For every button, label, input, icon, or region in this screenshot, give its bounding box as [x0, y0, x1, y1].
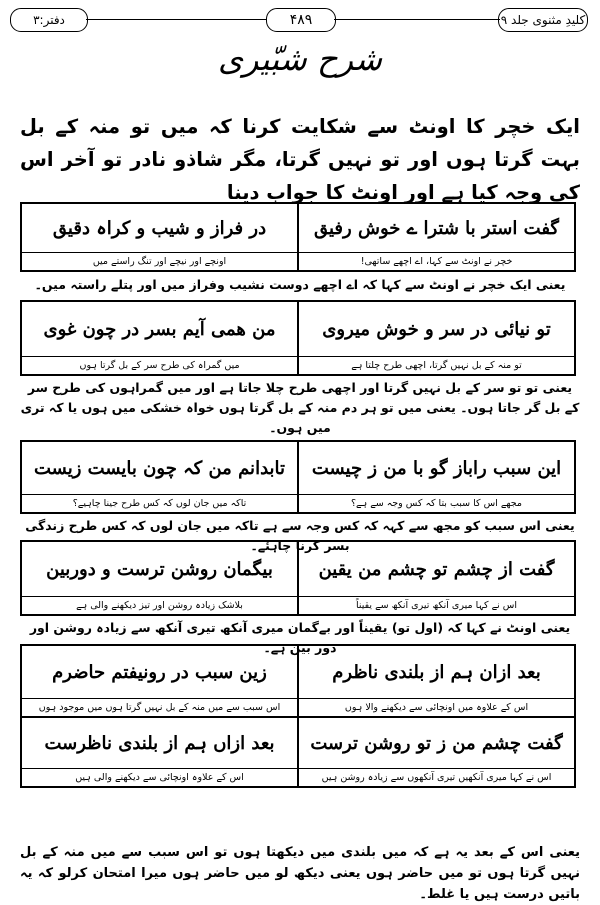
verse-2-left [22, 302, 297, 374]
verse-3-left-text: تابدانم من کہ چون بایست زیست [33, 457, 286, 479]
verse-5a-right-gloss: اس کے علاوہ میں اونچائی سے دیکھنے والا ہوں [299, 698, 574, 716]
verse-5-row-2 [22, 718, 574, 786]
verse-5a-left [22, 646, 297, 716]
verse-4-explanation: یعنی اونٹ نے کہا کہ (اول تو) یقیناً اور بےگمان میری آنکھ تیری آنکھ سے زیادہ روشن اور دور بین ہے۔ [29, 620, 571, 655]
verse-5b-right-text: گفت چشم من ز تو روشن ترست [310, 732, 563, 754]
intro-heading: ایک خچر کا اونٹ سے شکایت کرنا کہ میں تو منہ کے بل بہت گرتا ہوں اور تو نہیں گرتا، مگر شاذو نادر تو آخر اس کی وجہ کیا ہے اور اونٹ کا جواب دینا [20, 115, 580, 204]
verse-box-1 [20, 202, 576, 272]
verse-1-explanation: یعنی ایک خچر نے اونٹ سے کہا کہ اے اچھے دوست نشیب وفراز میں اور پتلے راستہ میں۔ [34, 277, 566, 292]
verse-5b-right [297, 718, 574, 786]
verse-2-right-gloss: تو منہ کے بل نہیں گرتا، اچھی طرح چلتا ہے [299, 356, 574, 374]
verse-2-left-text: من ھمی آیم بسر در چون غوی [43, 318, 276, 340]
verse-3-left [22, 442, 297, 512]
header-rule-left [86, 19, 266, 20]
verse-1-right-gloss: خچر نے اونٹ سے کہا، اے اچھے ساتھی! [299, 252, 574, 270]
verse-1-left [22, 204, 297, 270]
verse-3-right-gloss: مجھے اس کا سبب بتا کہ کس وجہ سے ہے؟ [299, 494, 574, 512]
section-title: شرح شبّیری [217, 40, 383, 78]
verse-4-right-text: گفت از چشم تو چشم من یقین [318, 558, 555, 580]
verse-box-2 [20, 300, 576, 376]
verse-5b-left-gloss: اس کے علاوہ اونچائی سے دیکھنے والی ہیں [22, 768, 297, 786]
page-number: ۴۸۹ [266, 8, 336, 32]
verse-3-right-text: این سبب راباز گو با من ز چیست [311, 457, 562, 479]
verse-2-right-text: تو نیائی در سر و خوش میروی [322, 318, 551, 340]
book-title-badge: کلیدِ مثنوی جلد ۹ [498, 8, 588, 32]
verse-1-right [297, 204, 574, 270]
verse-1-right-text: گفت استر با شترا ے خوش رفیق [313, 217, 560, 239]
header-rule-right [334, 19, 500, 20]
verse-box-4 [20, 540, 576, 616]
verse-5b-left-text: بعد ازاں ہم از بلندی ناظرست [44, 732, 275, 754]
verse-box-3 [20, 440, 576, 514]
conclusion-paragraph: یعنی اس کے بعد یہ ہے کہ میں بلندی میں دیکھتا ہوں تو اس سبب سے میں منہ کے بل نہیں گرتا ہوں تو میں حاضر ہوں یعنی دیکھ لو میں حاضر ہوں میرا امتحان کرلو کہ یہ باتیں درست ہیں یا غلط۔ [20, 845, 580, 902]
verse-4-left-text: بیگمان روشن ترست و دوربین [46, 558, 273, 580]
verse-5b-right-gloss: اس نے کہا میری آنکھیں تیری آنکھوں سے زیادہ روشن ہیں [299, 768, 574, 786]
verse-4-left [22, 542, 297, 614]
section-badge: دفتر:۳ [10, 8, 88, 32]
verse-1-left-text: در فراز و شیب و کراہ دقیق [52, 217, 267, 239]
verse-4-right-gloss: اس نے کہا میری آنکھ تیری آنکھ سے یقیناً [299, 596, 574, 614]
verse-2-right [297, 302, 574, 374]
verse-5-row-1 [22, 646, 574, 718]
verse-5a-right-text: بعد ازان ہم از بلندی ناظرم [332, 661, 541, 683]
verse-5b-left [22, 718, 297, 786]
verse-3-right [297, 442, 574, 512]
verse-4-right [297, 542, 574, 614]
verse-2-left-gloss: میں گمراہ کی طرح سر کے بل گرتا ہوں [22, 356, 297, 374]
verse-4-left-gloss: بلاشک زیادہ روشن اور تیز دیکھنے والی ہے [22, 596, 297, 614]
verse-3-left-gloss: تاکہ میں جان لوں کہ کس طرح جینا چاہیے؟ [22, 494, 297, 512]
verse-box-5 [20, 644, 576, 788]
verse-2-explanation: یعنی تو تو سر کے بل نہیں گرتا اور اچھی طرح چلا جاتا ہے اور میں گمراہوں کی طرح سر کے بل گر جاتا ہوں۔ یعنی میں تو ہر دم منہ کے بل گرتا ہوں خواہ خشکی میں ہوں یا کہ تری میں ہوں۔ [20, 380, 580, 435]
verse-5a-left-text: زین سبب در رونیفتم حاضرم [52, 661, 267, 683]
verse-3-explanation: یعنی اس سبب کو مجھ سے کہہ کہ کس وجہ سے ہے تاکہ میں جان لوں کہ کس طرح زندگی بسر کرنا چاہئے۔ [25, 518, 575, 553]
verse-5a-right [297, 646, 574, 716]
verse-5a-left-gloss: اس سبب سے میں منہ کے بل نہیں گرتا ہوں میں موجود ہوں [22, 698, 297, 716]
verse-1-left-gloss: اونچے اور نیچے اور تنگ راستے میں [22, 252, 297, 270]
